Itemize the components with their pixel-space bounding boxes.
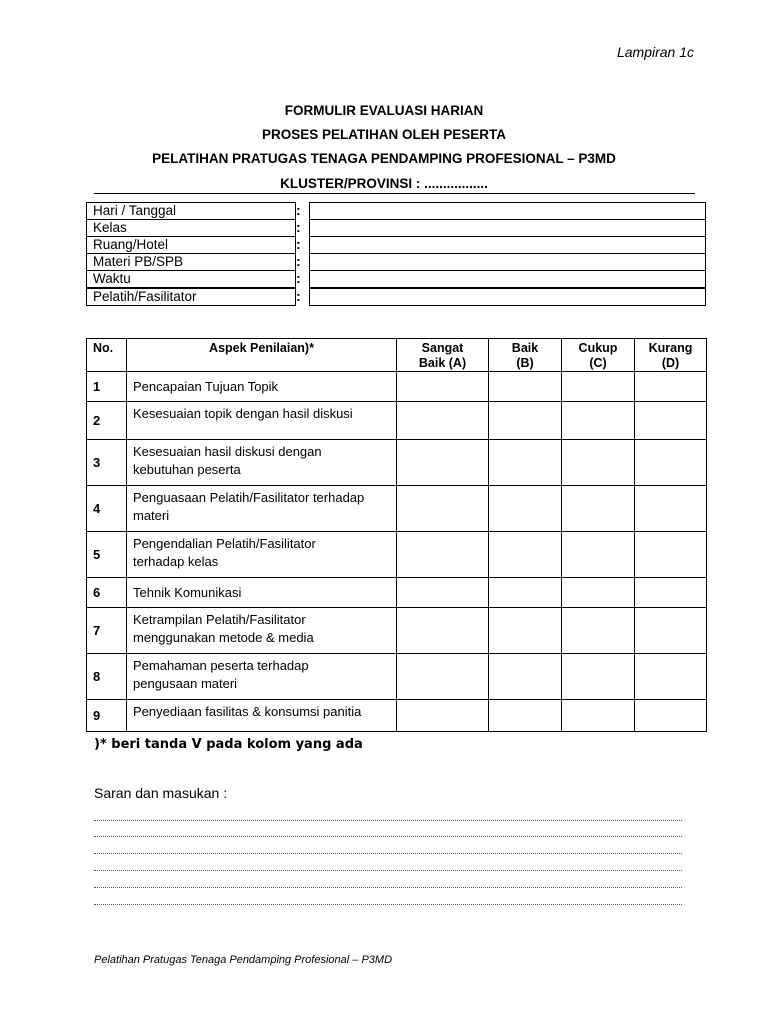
aspect-cell	[127, 402, 397, 440]
rating-cell-a[interactable]	[397, 532, 489, 578]
info-label: Pelatih/Fasilitator	[86, 288, 296, 306]
aspect-text: Penyediaan fasilitas & konsumsi panitia	[133, 704, 362, 719]
training-title: PELATIHAN PRATUGAS TENAGA PENDAMPING PROFESIONAL – P3MD	[152, 151, 616, 166]
rating-cell-b[interactable]	[489, 654, 562, 700]
instruction-note: )* beri tanda V pada kolom yang ada	[94, 737, 363, 752]
table-row	[87, 440, 707, 486]
aspect-text: Pengendalian Pelatih/Fasilitator	[133, 536, 316, 551]
cluster-province-line: KLUSTER/PROVINSI : .................	[280, 176, 488, 191]
rating-cell-b[interactable]	[489, 700, 562, 732]
table-row	[87, 578, 707, 608]
title-divider	[94, 193, 695, 194]
form-title: FORMULIR EVALUASI HARIAN	[284, 103, 484, 118]
rating-cell-c[interactable]	[562, 532, 635, 578]
rating-cell-d[interactable]	[635, 532, 707, 578]
suggestion-line[interactable]	[94, 870, 682, 871]
info-row-time	[0, 270, 768, 287]
aspect-text: Pemahaman peserta terhadap	[133, 658, 309, 673]
rating-cell-c[interactable]	[562, 402, 635, 440]
table-row	[87, 608, 707, 654]
material-field[interactable]	[309, 253, 706, 271]
row-number: 5	[87, 532, 127, 578]
rating-cell-b[interactable]	[489, 486, 562, 532]
rating-cell-a[interactable]	[397, 402, 489, 440]
row-number: 3	[87, 440, 127, 486]
page-footer: Pelatihan Pratugas Tenaga Pendamping Profesional – P3MD	[94, 954, 393, 966]
header-text: Baik	[511, 341, 539, 355]
row-number: 9	[87, 700, 127, 732]
aspect-text: kebutuhan peserta	[133, 462, 241, 477]
header-text: Sangat	[421, 341, 464, 355]
info-row-date	[0, 202, 768, 219]
date-field[interactable]	[309, 202, 706, 220]
info-label: Hari / Tanggal	[86, 202, 296, 220]
row-number: 1	[87, 372, 127, 402]
info-colon: :	[296, 202, 301, 218]
table-row	[87, 654, 707, 700]
rating-cell-d[interactable]	[635, 402, 707, 440]
rating-cell-a[interactable]	[397, 608, 489, 654]
form-subtitle: PROSES PELATIHAN OLEH PESERTA	[261, 127, 507, 142]
rating-cell-a[interactable]	[397, 372, 489, 402]
rating-cell-d[interactable]	[635, 578, 707, 608]
rating-cell-a[interactable]	[397, 654, 489, 700]
info-label: Materi PB/SPB	[86, 253, 296, 271]
aspect-cell	[127, 700, 397, 732]
rating-cell-a[interactable]	[397, 440, 489, 486]
header-good	[489, 339, 562, 372]
rating-cell-c[interactable]	[562, 372, 635, 402]
rating-cell-c[interactable]	[562, 578, 635, 608]
aspect-text: terhadap kelas	[133, 554, 219, 569]
aspect-cell	[127, 440, 397, 486]
suggestion-line[interactable]	[94, 904, 682, 905]
info-colon: :	[296, 288, 301, 304]
rating-cell-b[interactable]	[489, 608, 562, 654]
suggestion-line[interactable]	[94, 836, 682, 837]
rating-cell-c[interactable]	[562, 608, 635, 654]
suggestion-line[interactable]	[94, 853, 682, 854]
info-label: Kelas	[86, 219, 296, 237]
aspect-cell	[127, 654, 397, 700]
rating-cell-b[interactable]	[489, 402, 562, 440]
rating-cell-c[interactable]	[562, 440, 635, 486]
rating-cell-c[interactable]	[562, 700, 635, 732]
aspect-cell	[127, 578, 397, 608]
header-very-good	[397, 339, 489, 372]
header-no: No.	[87, 339, 127, 372]
info-row-class	[0, 219, 768, 236]
aspect-text: Penguasaan Pelatih/Fasilitator terhadap	[133, 490, 365, 505]
rating-cell-d[interactable]	[635, 440, 707, 486]
rating-cell-a[interactable]	[397, 578, 489, 608]
rating-cell-d[interactable]	[635, 372, 707, 402]
rating-cell-a[interactable]	[397, 700, 489, 732]
header-text: Cukup	[578, 341, 618, 355]
row-number: 8	[87, 654, 127, 700]
rating-cell-b[interactable]	[489, 532, 562, 578]
table-row	[87, 402, 707, 440]
rating-cell-c[interactable]	[562, 486, 635, 532]
row-number: 7	[87, 608, 127, 654]
room-field[interactable]	[309, 236, 706, 254]
rating-cell-d[interactable]	[635, 486, 707, 532]
aspect-text: Kesesuaian topik dengan hasil diskusi	[133, 406, 353, 421]
suggestion-line[interactable]	[94, 887, 682, 888]
evaluation-table	[86, 338, 707, 732]
table-row	[87, 486, 707, 532]
info-colon: :	[296, 219, 301, 235]
aspect-cell	[127, 486, 397, 532]
header-text: Kurang	[648, 341, 693, 355]
rating-cell-d[interactable]	[635, 654, 707, 700]
info-colon: :	[296, 236, 301, 252]
aspect-text: materi	[133, 508, 170, 523]
header-text: (C)	[589, 356, 607, 370]
rating-cell-d[interactable]	[635, 700, 707, 732]
info-row-trainer	[0, 288, 768, 305]
aspect-text: Tehnik Komunikasi	[133, 584, 242, 600]
row-number: 2	[87, 402, 127, 440]
table-row	[87, 532, 707, 578]
aspect-cell	[127, 532, 397, 578]
info-row-room	[0, 236, 768, 253]
table-row	[87, 700, 707, 732]
info-colon: :	[296, 253, 301, 269]
row-number: 6	[87, 578, 127, 608]
aspect-text: menggunakan metode & media	[133, 630, 314, 645]
class-field[interactable]	[309, 219, 706, 237]
header-less	[635, 339, 707, 372]
suggestion-line[interactable]	[94, 820, 682, 821]
row-number: 4	[87, 486, 127, 532]
suggestions-label: Saran dan masukan :	[94, 785, 228, 801]
rating-cell-a[interactable]	[397, 486, 489, 532]
info-row-material	[0, 253, 768, 270]
time-field[interactable]	[309, 270, 706, 288]
aspect-text: pengusaan materi	[133, 676, 238, 691]
aspect-cell	[127, 372, 397, 402]
rating-cell-c[interactable]	[562, 654, 635, 700]
info-colon: :	[296, 270, 301, 286]
table-row	[87, 372, 707, 402]
aspect-text: Kesesuaian hasil diskusi dengan	[133, 444, 322, 459]
aspect-text: Pencapaian Tujuan Topik	[133, 378, 279, 394]
rating-cell-b[interactable]	[489, 440, 562, 486]
table-header-row	[87, 339, 707, 372]
header-text: (D)	[661, 356, 680, 370]
rating-cell-b[interactable]	[489, 578, 562, 608]
info-label: Ruang/Hotel	[86, 236, 296, 254]
header-text: (B)	[516, 356, 534, 370]
aspect-cell	[127, 608, 397, 654]
header-aspect: Aspek Penilaian)*	[127, 339, 397, 372]
rating-cell-d[interactable]	[635, 608, 707, 654]
info-label: Waktu	[86, 270, 296, 288]
aspect-text: Ketrampilan Pelatih/Fasilitator	[133, 612, 306, 627]
rating-cell-b[interactable]	[489, 372, 562, 402]
header-text: Baik (A)	[418, 356, 467, 370]
attachment-label: Lampiran 1c	[616, 44, 694, 60]
trainer-field[interactable]	[309, 288, 706, 306]
header-enough	[562, 339, 635, 372]
